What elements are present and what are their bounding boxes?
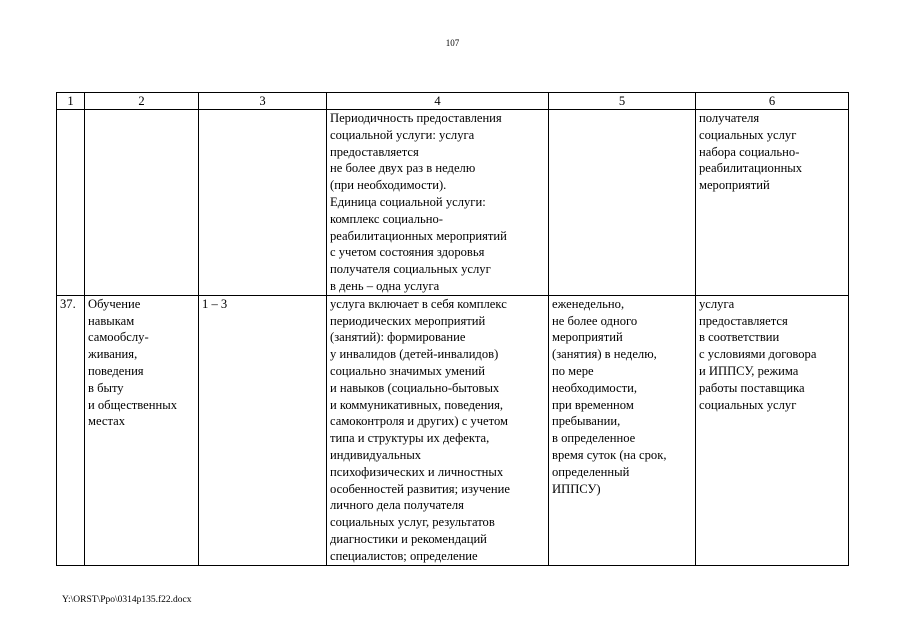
cell-periodicity: еженедельно, не более одного мероприятий (занятия) в неделю, по мере необходимости, при временном пребывании, в определенное время суток (на срок, определенный ИППСУ) bbox=[549, 295, 696, 565]
page-number: 107 bbox=[445, 38, 460, 48]
cell-service-name: Обучение навыкам самообслу- живания, поведения в быту и общественных местах bbox=[85, 295, 199, 565]
table-row-37 bbox=[57, 295, 849, 565]
header-col-6: 6 bbox=[696, 93, 849, 110]
header-col-5: 5 bbox=[549, 93, 696, 110]
table-header-row bbox=[57, 93, 849, 110]
cell-duration bbox=[199, 110, 327, 296]
header-col-3: 3 bbox=[199, 93, 327, 110]
cell-conditions: получателя социальных услуг набора социально- реабилитационных мероприятий bbox=[696, 110, 849, 296]
cell-periodicity bbox=[549, 110, 696, 296]
cell-duration: 1 – 3 bbox=[199, 295, 327, 565]
cell-description: услуга включает в себя комплекс периодических мероприятий (занятий): формирование у инвалидов (детей-инвалидов) социально значимых умений и навыков (социально-бытовых и коммуникативных, поведения, самоконтроля и других) с учетом типа и структуры их дефекта, индивидуальных психофизических и личностных особенностей развития; изучение личного дела получателя социальных услуг, результатов диагностики и рекомендаций специалистов; определение bbox=[327, 295, 549, 565]
cell-description: Периодичность предоставления социальной услуги: услуга предоставляется не более двух раз в неделю (при необходимости). Единица социальной услуги: комплекс социально- реабилитационных мероприятий с учетом состояния здоровья получателя социальных услуг в день – одна услуга bbox=[327, 110, 549, 296]
cell-number: 37. bbox=[57, 295, 85, 565]
cell-service-name bbox=[85, 110, 199, 296]
header-col-1: 1 bbox=[57, 93, 85, 110]
cell-number bbox=[57, 110, 85, 296]
services-table bbox=[56, 92, 849, 566]
table-row-continuation bbox=[57, 110, 849, 296]
cell-conditions: услуга предоставляется в соответствии с условиями договора и ИППСУ, режима работы поставщика социальных услуг bbox=[696, 295, 849, 565]
footer-file-path: Y:\ORST\Ppo\0314p135.f22.docx bbox=[62, 595, 192, 605]
header-col-4: 4 bbox=[327, 93, 549, 110]
header-col-2: 2 bbox=[85, 93, 199, 110]
